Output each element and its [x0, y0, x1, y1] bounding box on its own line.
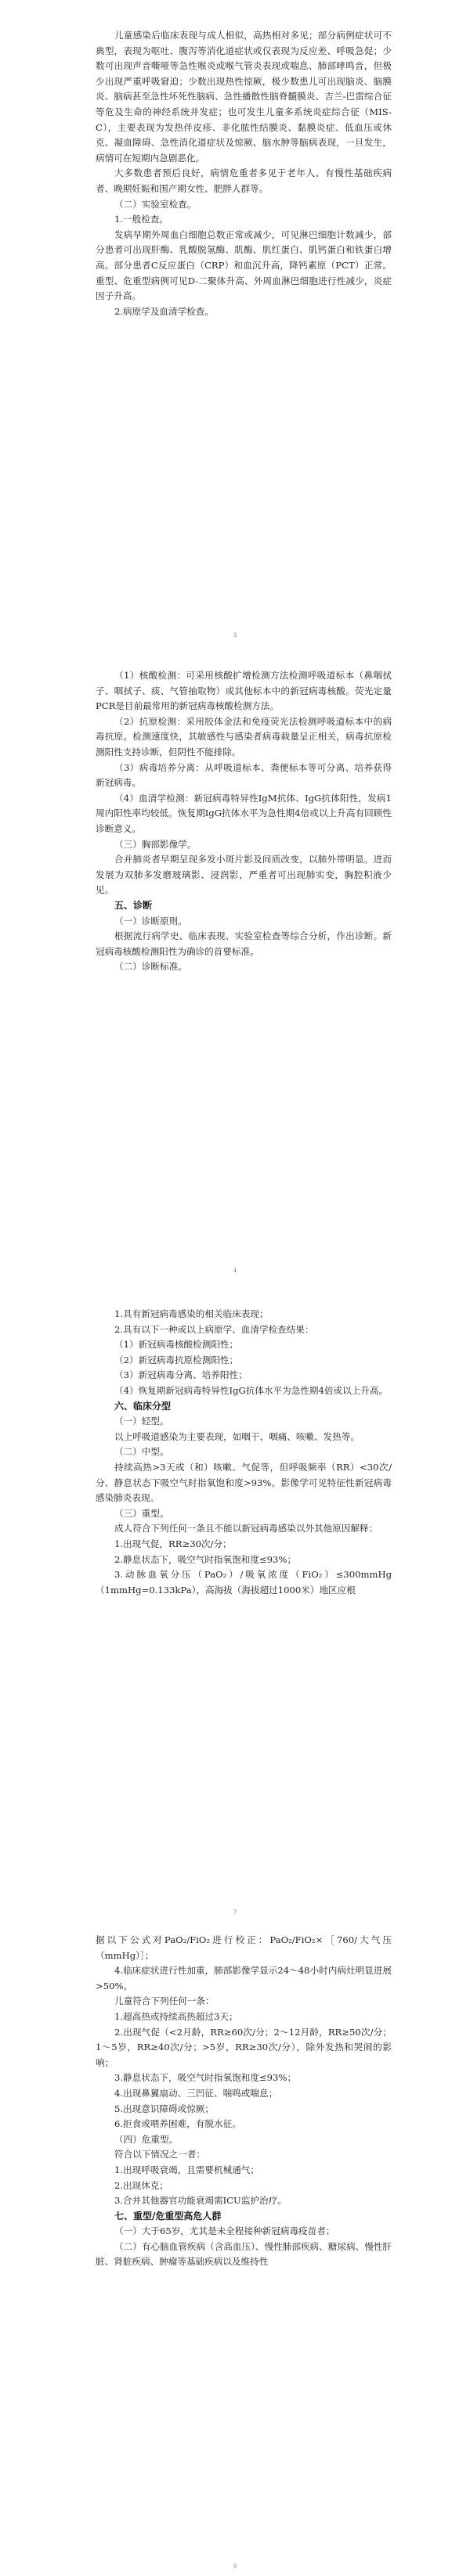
subheading-lab-tests: （二）实验室检查。 [114, 198, 197, 210]
subheading-dx-criteria: （二）诊断标准。 [114, 961, 187, 973]
sub-list-item: （3）新冠病毒分离、培养阳性； [114, 1369, 248, 1381]
body-paragraph: 儿童感染后临床表现与成人相似，高热相对多见；部分病例症状可不典型，表现为呕吐、腹泻等消化道症状或仅表现为反应差、呼吸急促；少数可出现声音嘶哑等急性喉炎或喉气管炎表现或喘息、肺部哮鸣音，但极少出现严重呼吸窘迫；少数出现热性惊厥，极少数患儿可出现脑炎、脑膜炎、脑病甚至急性坏死性脑病、急性播散性脑脊髓膜炎、吉兰-巴雷综合征等危及生命的神经系统并发症；也可发生儿童多系统炎症综合征（MIS-C），主要表现为发热伴皮疹、非化脓性结膜炎、黏膜炎症、低血压或休克、凝血障碍、急性消化道症状及惊厥、脑水肿等脑病表现，一旦发生，病情可在短期内急剧恶化。 [96, 30, 392, 164]
body-paragraph: 符合以下情况之一者： [114, 2149, 205, 2160]
page-3-text-column [96, 1307, 392, 1598]
body-paragraph: 据以下公式对PaO₂/FiO₂进行校正：PaO₂/FiO₂×［760/大气压（mmHg）］； [96, 1934, 392, 1961]
body-paragraph: 合并肺炎者早期呈现多发小斑片影及间质改变，以肺外带明显。进而发展为双肺多发磨玻璃影、浸润影，严重者可出现肺实变，胸腔积液少见。 [96, 854, 392, 896]
subheading-dx-principle: （一）诊断原则。 [114, 915, 187, 926]
page-4-text-column [96, 1933, 392, 2270]
page-number: 3 [233, 632, 237, 639]
subheading-imaging: （三）胸部影像学。 [114, 838, 197, 850]
item-pathogen-serology: 2.病原学及血清学检查。 [114, 305, 214, 317]
list-item: 2.具有以下一种或以上病原学、血清学检查结果： [114, 1323, 314, 1335]
child-criteria-item: 1.超高热或持续高热超过3天； [114, 2010, 238, 2022]
subheading-critical: （四）危重型。 [114, 2133, 179, 2145]
critical-criteria-item: 1.出现呼吸衰竭，且需要机械通气； [114, 2164, 259, 2175]
page-1-text-column [96, 28, 392, 319]
body-paragraph: 成人符合下列任何一条且不能以新冠病毒感染以外其他原因解释： [114, 1523, 378, 1534]
risk-item: （一）大于65岁，尤其是未全程接种新冠病毒疫苗者； [114, 2225, 335, 2237]
body-paragraph: 持续高热>3天或（和）咳嗽、气促等，但呼吸频率（RR）<30次/分、静息状态下吸空气时指氧饱和度>93%。影像学可见特征性新冠病毒感染肺炎表现。 [96, 1461, 392, 1504]
body-paragraph: 儿童符合下列任何一条： [114, 1995, 215, 2007]
section-heading-clinical-types: 六、临床分型 [114, 1400, 172, 1412]
subheading-moderate: （二）中型。 [114, 1446, 169, 1458]
sub-list-item: （2）新冠病毒抗原检测阳性； [114, 1354, 239, 1365]
sub-list-item: （4）恢复期新冠病毒特异性IgG抗体水平为急性期4倍或以上升高。 [114, 1384, 389, 1396]
subheading-severe: （三）重型。 [114, 1507, 169, 1519]
critical-criteria-item: 2.出现休克； [114, 2179, 169, 2191]
child-criteria-item: 3.静息状态下，吸空气时指氧饱和度≤93%； [114, 2072, 297, 2084]
child-criteria-item: 6.拒食或喂养困难，有脱水征。 [114, 2118, 241, 2130]
body-paragraph: 根据流行病学史、临床表现、实验室检查等综合分析，作出诊断。新冠病毒核酸检测阳性为确诊的首要标准。 [96, 930, 392, 957]
criteria-item: 1.出现气促，RR≥30次/分； [114, 1538, 232, 1549]
child-criteria-item: 5.出现意识障碍或惊厥； [114, 2103, 214, 2114]
subheading-mild: （一）轻型。 [114, 1416, 169, 1427]
section-heading-high-risk: 七、重型/危重型高危人群 [114, 2210, 222, 2222]
page-number: 9 [233, 2563, 237, 2570]
child-criteria-item: 2.出现气促（<2月龄，RR≥60次/分；2～12月龄，RR≥50次/分；1～5岁，RR≥40次/分；>5岁，RR≥30次/分），除外发热和哭闹的影响； [96, 2026, 392, 2068]
document-page-1 [0, 0, 470, 642]
test-item: （1）核酸检测：可采用核酸扩增检测方法检测呼吸道标本（鼻咽拭子、咽拭子、痰、气管抽取物）或其他标本中的新冠病毒核酸。荧光定量PCR是目前最常用的新冠病毒核酸检测方法。 [96, 670, 392, 712]
body-paragraph: 以上呼吸道感染为主要表现，如咽干、咽痛、咳嗽、发热等。 [114, 1430, 360, 1442]
page-number: 7 [233, 1909, 237, 1916]
document-page-2 [0, 642, 470, 1283]
page-number: 4 [233, 1268, 237, 1274]
list-item: 1.具有新冠病毒感染的相关临床表现； [114, 1308, 269, 1319]
section-heading-diagnosis: 五、诊断 [114, 899, 153, 911]
body-paragraph: 发病早期外周血白细胞总数正常或减少，可见淋巴细胞计数减少，部分患者可出现肝酶、乳酸脱氢酶、肌酶、肌红蛋白、肌钙蛋白和铁蛋白增高。部分患者C反应蛋白（CRP）和血沉升高，降钙素原（PCT）正常。重型、危重型病例可见D-二聚体升高、外周血淋巴细胞进行性减少，炎症因子升高。 [96, 228, 392, 302]
test-item: （3）病毒培养分离：从呼吸道标本、粪便标本等可分离、培养获得新冠病毒。 [96, 761, 392, 789]
page-2-text-column [96, 668, 392, 975]
item-general-tests: 1.一般检查。 [114, 214, 169, 225]
risk-item: （二）有心脑血管疾病（含高血压）、慢性肺部疾病、糖尿病、慢性肝脏、肾脏疾病、肿瘤等基础疾病以及维持性 [96, 2240, 392, 2268]
criteria-item: 3.动脉血氧分压（PaO₂）/吸氧浓度（FiO₂）≤300mmHg（1mmHg=0.133kPa），高海拔（海拔超过1000米）地区应根 [96, 1569, 392, 1596]
document-page-3 [0, 1283, 470, 1925]
test-item: （4）血清学检测：新冠病毒特异性IgM抗体、IgG抗体阳性，发病1周内阳性率均较低。恢复期IgG抗体水平为急性期4倍或以上升高有回顾性诊断意义。 [96, 792, 392, 834]
child-criteria-item: 4.出现鼻翼扇动、三凹征、喘鸣或喘息； [114, 2087, 278, 2099]
critical-criteria-item: 3.合并其他器官功能衰竭需ICU监护治疗。 [114, 2195, 287, 2207]
sub-list-item: （1）新冠病毒核酸检测阳性； [114, 1339, 239, 1351]
document-page-4 [0, 1925, 470, 2576]
criteria-item: 4.临床症状进行性加重，肺部影像学显示24～48小时内病灶明显进展>50%。 [96, 1965, 392, 1991]
criteria-item: 2.静息状态下，吸空气时指氧饱和度≤93%； [114, 1553, 297, 1565]
test-item: （2）抗原检测：采用胶体金法和免疫荧光法检测呼吸道标本中的病毒抗原。检测速度快，其敏感性与感染者病毒载量呈正相关，病毒抗原检测阳性支持诊断，但阴性不能排除。 [96, 715, 392, 757]
body-paragraph: 大多数患者预后良好，病情危重者多见于老年人、有慢性基础疾病者、晚期妊娠和围产期女性、肥胖人群等。 [96, 167, 392, 194]
